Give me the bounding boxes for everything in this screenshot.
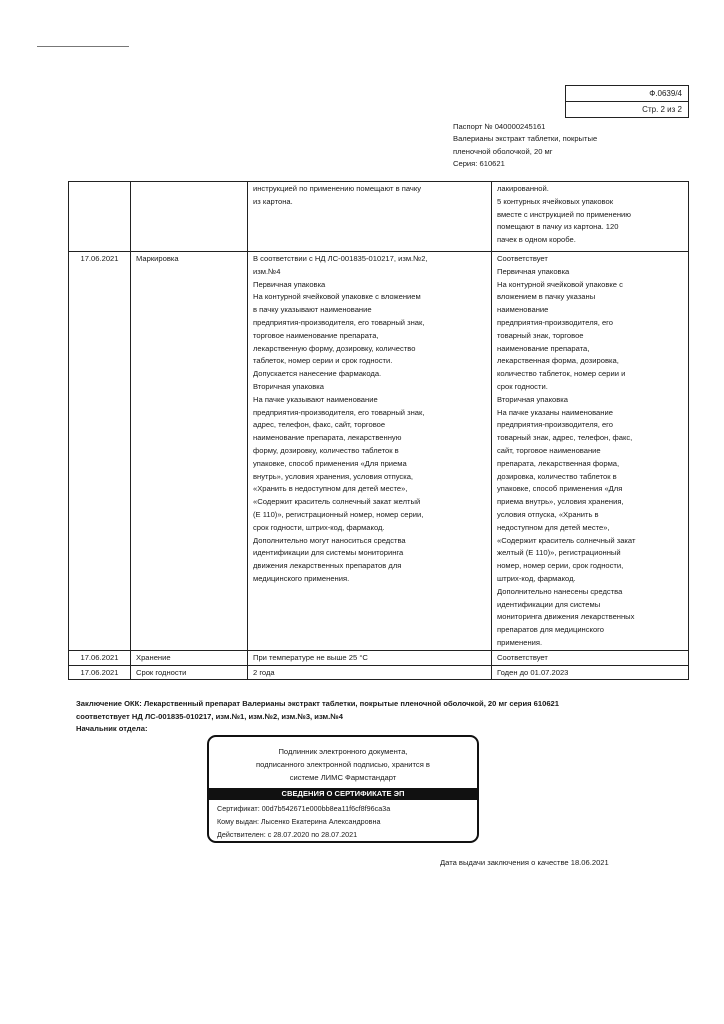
date-cell [69, 252, 131, 651]
result-line: упаковке, способ применения «Для [497, 484, 623, 494]
requirement-line: адрес, телефон, факс, сайт, торговое [253, 420, 386, 430]
result-line: желтый (Е 110)», регистрационный [497, 548, 621, 558]
requirement-cell [248, 252, 492, 651]
page-counter: Стр. 2 из 2 [566, 101, 688, 117]
result-line: применения. [497, 637, 543, 647]
product-name-line-2: пленочной оболочкой, 20 мг [453, 146, 553, 156]
result-line: препарата, лекарственная форма, [497, 458, 620, 468]
result-line: наименование препарата, [497, 343, 590, 353]
result-line: Годен до 01.07.2023 [497, 667, 569, 677]
result-line: предприятия-производителя, его [497, 317, 614, 327]
result-line: пачек в одном коробе. [497, 235, 576, 245]
requirement-line: форму, дозировку, количество таблеток в [253, 445, 399, 455]
result-cell [492, 182, 689, 252]
requirement-line: Допускается нанесение фармакода. [253, 369, 382, 379]
certificate-owner: Кому выдан: Лысенко Екатерина Александровна [217, 817, 381, 826]
requirement-cell [248, 665, 492, 680]
indicator-cell [131, 650, 248, 665]
date-text: 17.06.2021 [80, 652, 119, 662]
requirement-line: инструкцией по применению помещают в пачку [253, 184, 422, 193]
conclusion-line-1: Заключение ОКК: Лекарственный препарат Валерианы экстракт таблетки, покрытые пленочной оболочкой, 20 мг серия 610621 [76, 699, 559, 708]
requirement-line: Дополнительно могут наноситься средства [253, 535, 406, 545]
result-line: лакированной. [497, 184, 549, 193]
result-line: количество таблеток, номер серии и [497, 369, 626, 379]
requirement-line: предприятия-производителя, его товарный знак, [253, 317, 425, 327]
result-line: сайт, торговое наименование [497, 445, 601, 455]
quality-control-table [68, 181, 689, 680]
requirement-line: лекарственную форму, дозировку, количество [253, 343, 416, 353]
result-line: мониторинга движения лекарственных [497, 612, 635, 622]
date-cell [69, 182, 131, 252]
passport-header [453, 121, 597, 171]
date-cell [69, 650, 131, 665]
certificate-banner: СВЕДЕНИЯ О СЕРТИФИКАТЕ ЭП [209, 788, 477, 800]
stamp-title-line: системе ЛИМС Фармстандарт [289, 773, 397, 782]
table-row [69, 182, 689, 252]
result-line: На контурной ячейковой упаковке с [497, 279, 623, 289]
indicator-text: Маркировка [136, 254, 179, 263]
indicator-cell [131, 252, 248, 651]
result-cell [492, 252, 689, 651]
result-line: предприятия-производителя, его [497, 420, 614, 430]
requirement-cell [248, 182, 492, 252]
indicator-cell [131, 665, 248, 680]
result-line: наименование [497, 305, 549, 315]
result-cell [492, 665, 689, 680]
result-line: приема внутрь», условия хранения, [497, 497, 624, 507]
form-code: Ф.0639/4 [649, 89, 682, 98]
form-number-box [565, 85, 689, 118]
table-row [69, 650, 689, 665]
stamp-title-line: Подлинник электронного документа, [278, 747, 408, 756]
requirement-line: В соответствии с НД ЛС-001835-010217, изм.№2, [253, 254, 428, 263]
result-line: Дополнительно нанесены средства [497, 586, 623, 596]
result-line: идентификации для системы [497, 599, 601, 609]
result-line: Соответствует [497, 652, 548, 662]
indicator-cell [131, 182, 248, 252]
date-text: 17.06.2021 [80, 254, 119, 263]
requirement-line: 2 года [253, 667, 275, 677]
result-line: штрих-код, фармакод. [497, 573, 576, 583]
date-text: 17.06.2021 [80, 667, 119, 677]
requirement-line: Вторичная упаковка [253, 381, 324, 391]
requirement-line: идентификации для системы мониторинга [253, 548, 404, 558]
requirement-line: движения лекарственных препаратов для [253, 561, 402, 571]
certificate-validity: Действителен: с 28.07.2020 по 28.07.2021 [217, 830, 358, 839]
requirement-line: наименование препарата, лекарственную [253, 433, 402, 443]
requirement-line: предприятия-производителя, его товарный знак, [253, 407, 425, 417]
requirement-line: (Е 110)», регистрационный номер, номер серии, [253, 509, 424, 519]
requirement-line: в пачку указывают наименование [253, 305, 372, 315]
requirement-line: из картона. [253, 196, 293, 206]
stamp-title-line: подписанного электронной подписью, хранится в [256, 760, 430, 769]
requirement-line: внутрь», условия хранения, условия отпуска, [253, 471, 414, 481]
result-line: номер, номер серии, срок годности, [497, 561, 624, 571]
result-line: товарный знак, адрес, телефон, факс, [497, 433, 633, 443]
electronic-signature-stamp [207, 735, 479, 843]
result-line: лекарственная форма, дозировка, [497, 356, 619, 366]
requirement-line: «Хранить в недоступном для детей месте», [253, 484, 408, 494]
batch-number: Серия: 610621 [453, 159, 505, 169]
indicator-text: Хранение [136, 652, 171, 662]
date-cell [69, 665, 131, 680]
result-line: На пачке указаны наименование [497, 407, 613, 417]
result-line: вместе с инструкцией по применению [497, 209, 631, 219]
result-line: Первичная упаковка [497, 266, 570, 276]
conclusion-line-2: соответствует НД ЛС-001835-010217, изм.№1, изм.№2, изм.№3, изм.№4 [76, 712, 343, 721]
requirement-line: «Содержит краситель солнечный закат желтый [253, 497, 421, 507]
requirement-cell [248, 650, 492, 665]
result-line: дозировка, количество таблеток в [497, 471, 617, 481]
result-line: Вторичная упаковка [497, 394, 568, 404]
requirement-line: На контурной ячейковой упаковке с вложением [253, 292, 421, 302]
indicator-text: Срок годности [136, 667, 187, 677]
stamp-title [209, 745, 477, 784]
requirement-line: медицинского применения. [253, 573, 350, 583]
result-line: препаратов для медицинского [497, 625, 605, 635]
result-line: «Содержит краситель солнечный закат [497, 535, 636, 545]
top-rule [37, 46, 129, 47]
department-head-label: Начальник отдела: [76, 724, 148, 733]
result-line: товарный знак, торговое [497, 330, 584, 340]
qc-conclusion [76, 697, 559, 723]
conclusion-issue-date: Дата выдачи заключения о качестве 18.06.2021 [440, 858, 609, 867]
result-line: недоступном для детей месте», [497, 522, 610, 532]
result-cell [492, 650, 689, 665]
requirement-line: Первичная упаковка [253, 279, 326, 289]
result-line: вложением в пачку указаны [497, 292, 596, 302]
result-line: 5 контурных ячейковых упаковок [497, 196, 614, 206]
product-name-line-1: Валерианы экстракт таблетки, покрытые [453, 134, 598, 144]
table-row [69, 665, 689, 680]
requirement-line: На пачке указывают наименование [253, 394, 378, 404]
table-row [69, 252, 689, 651]
result-line: условия отпуска, «Хранить в [497, 509, 599, 519]
requirement-line: торговое наименование препарата, [253, 330, 379, 340]
result-line: Соответствует [497, 254, 548, 263]
requirement-line: упаковке, способ применения «Для приема [253, 458, 407, 468]
requirement-line: срок годности, штрих-код, фармакод. [253, 522, 385, 532]
requirement-line: При температуре не выше 25 °С [253, 652, 368, 662]
passport-number: Паспорт № 040000245161 [453, 122, 546, 131]
result-line: срок годности. [497, 381, 548, 391]
result-line: помещают в пачку из картона. 120 [497, 222, 619, 232]
requirement-line: таблеток, номер серии и срок годности. [253, 356, 393, 366]
certificate-serial: Сертификат: 00d7b542671e000bb8ea11f6cf8f96ca3a [217, 804, 391, 813]
requirement-line: изм.№4 [253, 266, 281, 276]
